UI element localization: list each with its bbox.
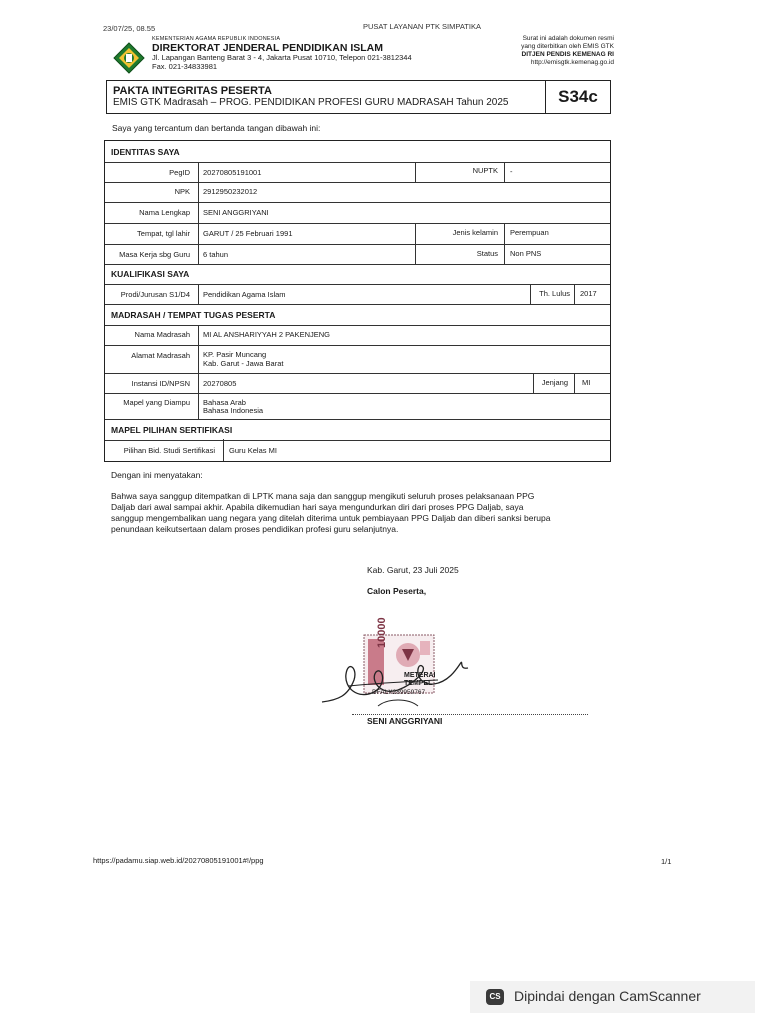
signer-name: SENI ANGGRIYANI xyxy=(367,716,443,726)
alamat-line: Kab. Garut - Jawa Barat xyxy=(203,359,284,368)
handwritten-signature xyxy=(318,640,488,720)
stamp-text: TEMPEL xyxy=(404,680,433,687)
prodi-label: Prodi/Jurusan S1/D4 xyxy=(120,290,190,299)
kop-address: Jl. Lapangan Banteng Barat 3 - 4, Jakarta Pusat 10710, Telepon 021-3812344 xyxy=(152,53,412,62)
kemenag-logo-icon xyxy=(113,42,145,74)
status-label: Status xyxy=(476,249,498,258)
row-alamat xyxy=(105,345,610,374)
masa-label: Masa Kerja sbg Guru xyxy=(119,250,190,259)
nama-label: Nama Lengkap xyxy=(139,208,190,217)
mapel-line: Bahasa Arab xyxy=(203,398,246,407)
signer-role: Calon Peserta, xyxy=(367,586,427,596)
row-instansi xyxy=(105,373,610,394)
row-ttl xyxy=(105,223,610,245)
intro-text: Saya yang tercantum dan bertanda tangan dibawah ini: xyxy=(112,123,321,133)
nuptk-value: - xyxy=(510,167,513,176)
document-code: S34c xyxy=(545,81,610,113)
stamp-text: METERAI xyxy=(404,672,436,679)
place-date: Kab. Garut, 23 Juli 2025 xyxy=(367,565,459,575)
section-madrasah xyxy=(105,304,610,326)
section-title: IDENTITAS SAYA xyxy=(111,147,180,157)
row-nama xyxy=(105,202,610,224)
madrasah-value: MI AL ANSHARIYYAH 2 PAKENJENG xyxy=(203,330,330,339)
section-kualifikasi xyxy=(105,264,610,285)
mapel-line: Bahasa Indonesia xyxy=(203,406,264,415)
ministry-name: KEMENTERIAN AGAMA REPUBLIK INDONESIA xyxy=(152,36,281,42)
npk-value: 2912950232012 xyxy=(203,187,258,196)
print-site-title: PUSAT LAYANAN PTK SIMPATIKA xyxy=(363,22,481,31)
document-title: PAKTA INTEGRITAS PESERTA xyxy=(113,85,272,97)
footer-url: https://padamu.siap.web.id/20270805191001#!/ppg xyxy=(93,856,264,865)
declaration-line: Daljab dari awal sampai akhir. Apabila dikemudian hari saya mengundurkan diri dari proses PPG Daljab, saya xyxy=(111,502,524,512)
document-subtitle: EMIS GTK Madrasah – PROG. PENDIDIKAN PROFESI GURU MADRASAH Tahun 2025 xyxy=(113,97,509,108)
page-number: 1/1 xyxy=(661,857,672,866)
official-note xyxy=(521,35,614,67)
alamat-label: Alamat Madrasah xyxy=(131,351,190,360)
lulus-value: 2017 xyxy=(580,289,597,298)
section-mapel-pilihan xyxy=(105,419,610,441)
jenjang-value: MI xyxy=(582,378,591,387)
row-mapel xyxy=(105,393,610,420)
official-note-line: Surat ini adalah dokumen resmi xyxy=(522,35,614,42)
camscanner-label: Dipindai dengan CamScanner xyxy=(514,988,701,1004)
title-box xyxy=(106,80,611,114)
jenjang-label: Jenjang xyxy=(541,378,568,387)
print-datetime: 23/07/25, 08.55 xyxy=(103,24,156,33)
row-pegid xyxy=(105,162,610,183)
official-note-line: DITJEN PENDIS KEMENAG RI xyxy=(521,51,614,58)
npk-label: NPK xyxy=(174,187,190,196)
row-masa xyxy=(105,244,610,265)
nama-value: SENI ANGGRIYANI xyxy=(203,208,269,217)
declaration-line: penundaan keikutsertaan dalam proses pendidikan profesi guru selanjutnya. xyxy=(111,524,399,534)
row-prodi xyxy=(105,284,610,305)
section-title: MAPEL PILIHAN SERTIFIKASI xyxy=(111,425,233,435)
madrasah-label: Nama Madrasah xyxy=(134,330,190,339)
ttl-label: Tempat, tgl lahir xyxy=(137,229,190,238)
declaration-line: sanggup mengembalikan uang negara yang ditelah diterima untuk pembiayaan PPG Daljab dan diberi sanksi berupa xyxy=(111,513,551,523)
pegid-label: PegID xyxy=(169,168,190,177)
instansi-label: Instansi ID/NPSN xyxy=(131,379,190,388)
masa-value: 6 tahun xyxy=(203,250,229,259)
alamat-line: KP. Pasir Muncang xyxy=(203,350,267,359)
status-value: Non PNS xyxy=(510,249,542,258)
row-bidstudi xyxy=(105,440,610,461)
jk-label: Jenis kelamin xyxy=(452,228,498,237)
nuptk-label: NUPTK xyxy=(472,166,498,175)
stamp-value: 10000 xyxy=(376,617,388,648)
row-npk xyxy=(105,182,610,203)
declaration-heading: Dengan ini menyatakan: xyxy=(111,470,203,480)
pegid-value: 20270805191001 xyxy=(203,168,262,177)
bidstudi-label: Pilihan Bid. Studi Sertifikasi xyxy=(123,446,215,455)
declaration-line: Bahwa saya sanggup ditempatkan di LPTK mana saja dan sanggup mengikuti seluruh proses pelaksanaan PPG xyxy=(111,491,535,501)
camscanner-logo-icon: CS xyxy=(486,989,504,1005)
camscanner-watermark xyxy=(470,981,755,1013)
section-title: MADRASAH / TEMPAT TUGAS PESERTA xyxy=(111,310,276,320)
directorate-name: DIREKTORAT JENDERAL PENDIDIKAN ISLAM xyxy=(152,42,384,54)
signature-line xyxy=(352,714,588,715)
section-identitas xyxy=(105,141,610,163)
row-madrasah xyxy=(105,325,610,346)
official-note-line: yang diterbitkan oleh EMIS GTK xyxy=(521,43,614,50)
jk-value: Perempuan xyxy=(510,228,549,237)
stamp-serial: DFALX289959767 xyxy=(372,689,426,696)
ttl-value: GARUT / 25 Februari 1991 xyxy=(203,229,293,238)
mapel-label: Mapel yang Diampu xyxy=(123,398,190,407)
bidstudi-value: Guru Kelas MI xyxy=(229,446,277,455)
official-note-link: http://emisgtk.kemenag.go.id xyxy=(530,59,614,66)
declaration-body xyxy=(111,491,550,535)
participant-form xyxy=(104,140,611,462)
instansi-value: 20270805 xyxy=(203,379,237,388)
lulus-label: Th. Lulus xyxy=(539,289,570,298)
kop-fax: Fax. 021-34833981 xyxy=(152,62,218,71)
prodi-value: Pendidikan Agama Islam xyxy=(203,290,286,299)
section-title: KUALIFIKASI SAYA xyxy=(111,269,190,279)
